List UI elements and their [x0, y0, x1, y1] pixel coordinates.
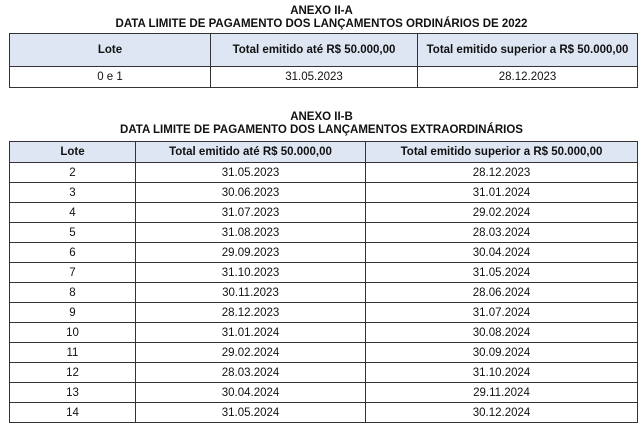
table-header-row: [10, 142, 638, 163]
cell-date-ate: 31.08.2023: [136, 223, 366, 243]
column-header-total-superior: Total emitido superior a R$ 50.000,00: [418, 34, 638, 67]
cell-date-superior: 30.08.2024: [366, 323, 638, 343]
column-header-total-superior: Total emitido superior a R$ 50.000,00: [366, 142, 638, 163]
cell-date-ate: 31.07.2023: [136, 203, 366, 223]
cell-lote: 7: [10, 263, 136, 283]
cell-lote: 9: [10, 303, 136, 323]
cell-date-superior: 29.02.2024: [366, 203, 638, 223]
cell-date-ate: 31.05.2023: [211, 67, 418, 88]
cell-date-ate: 30.06.2023: [136, 183, 366, 203]
cell-lote: 10: [10, 323, 136, 343]
cell-date-ate: 28.03.2024: [136, 363, 366, 383]
cell-lote: 4: [10, 203, 136, 223]
annex-b-title: ANEXO II-B: [290, 111, 353, 123]
table-row: [10, 323, 638, 343]
cell-date-superior: 28.12.2023: [418, 67, 638, 88]
table-row: [10, 243, 638, 263]
annex-a-subtitle: DATA LIMITE DE PAGAMENTO DOS LANÇAMENTOS ORDINÁRIOS DE 2022: [115, 18, 528, 30]
cell-date-ate: 29.02.2024: [136, 343, 366, 363]
cell-date-ate: 30.04.2024: [136, 383, 366, 403]
cell-lote: 0 e 1: [10, 67, 211, 88]
cell-date-superior: 28.06.2024: [366, 283, 638, 303]
table-row: [10, 403, 638, 423]
table-row: [10, 363, 638, 383]
annex-a-table: [9, 33, 638, 88]
cell-date-superior: 30.12.2024: [366, 403, 638, 423]
table-row: [10, 283, 638, 303]
table-row: [10, 383, 638, 403]
table-row: [10, 163, 638, 183]
cell-date-superior: 28.03.2024: [366, 223, 638, 243]
cell-date-ate: 29.09.2023: [136, 243, 366, 263]
cell-date-superior: 31.07.2024: [366, 303, 638, 323]
cell-lote: 3: [10, 183, 136, 203]
table-row: [10, 223, 638, 243]
cell-date-ate: 30.11.2023: [136, 283, 366, 303]
cell-date-ate: 28.12.2023: [136, 303, 366, 323]
cell-lote: 13: [10, 383, 136, 403]
annex-a-title: ANEXO II-A: [290, 5, 353, 17]
cell-date-ate: 31.05.2024: [136, 403, 366, 423]
cell-lote: 8: [10, 283, 136, 303]
annex-b-subtitle: DATA LIMITE DE PAGAMENTO DOS LANÇAMENTOS EXTRAORDINÁRIOS: [120, 124, 523, 136]
column-header-lote: Lote: [10, 34, 211, 67]
annex-b-table: [9, 141, 638, 423]
cell-date-superior: 30.09.2024: [366, 343, 638, 363]
table-row: [10, 263, 638, 283]
table-row: [10, 203, 638, 223]
cell-date-ate: 31.01.2024: [136, 323, 366, 343]
table-row: [10, 67, 638, 88]
column-header-lote: Lote: [10, 142, 136, 163]
table-row: [10, 343, 638, 363]
cell-lote: 5: [10, 223, 136, 243]
column-header-total-ate: Total emitido até R$ 50.000,00: [136, 142, 366, 163]
cell-lote: 14: [10, 403, 136, 423]
column-header-total-ate: Total emitido até R$ 50.000,00: [211, 34, 418, 67]
cell-lote: 2: [10, 163, 136, 183]
cell-lote: 11: [10, 343, 136, 363]
cell-date-superior: 31.05.2024: [366, 263, 638, 283]
cell-lote: 12: [10, 363, 136, 383]
table-header-row: [10, 34, 638, 67]
table-row: [10, 303, 638, 323]
cell-date-superior: 28.12.2023: [366, 163, 638, 183]
cell-date-superior: 31.01.2024: [366, 183, 638, 203]
cell-date-ate: 31.05.2023: [136, 163, 366, 183]
cell-date-superior: 31.10.2024: [366, 363, 638, 383]
cell-lote: 6: [10, 243, 136, 263]
cell-date-superior: 29.11.2024: [366, 383, 638, 403]
table-row: [10, 183, 638, 203]
cell-date-ate: 31.10.2023: [136, 263, 366, 283]
cell-date-superior: 30.04.2024: [366, 243, 638, 263]
